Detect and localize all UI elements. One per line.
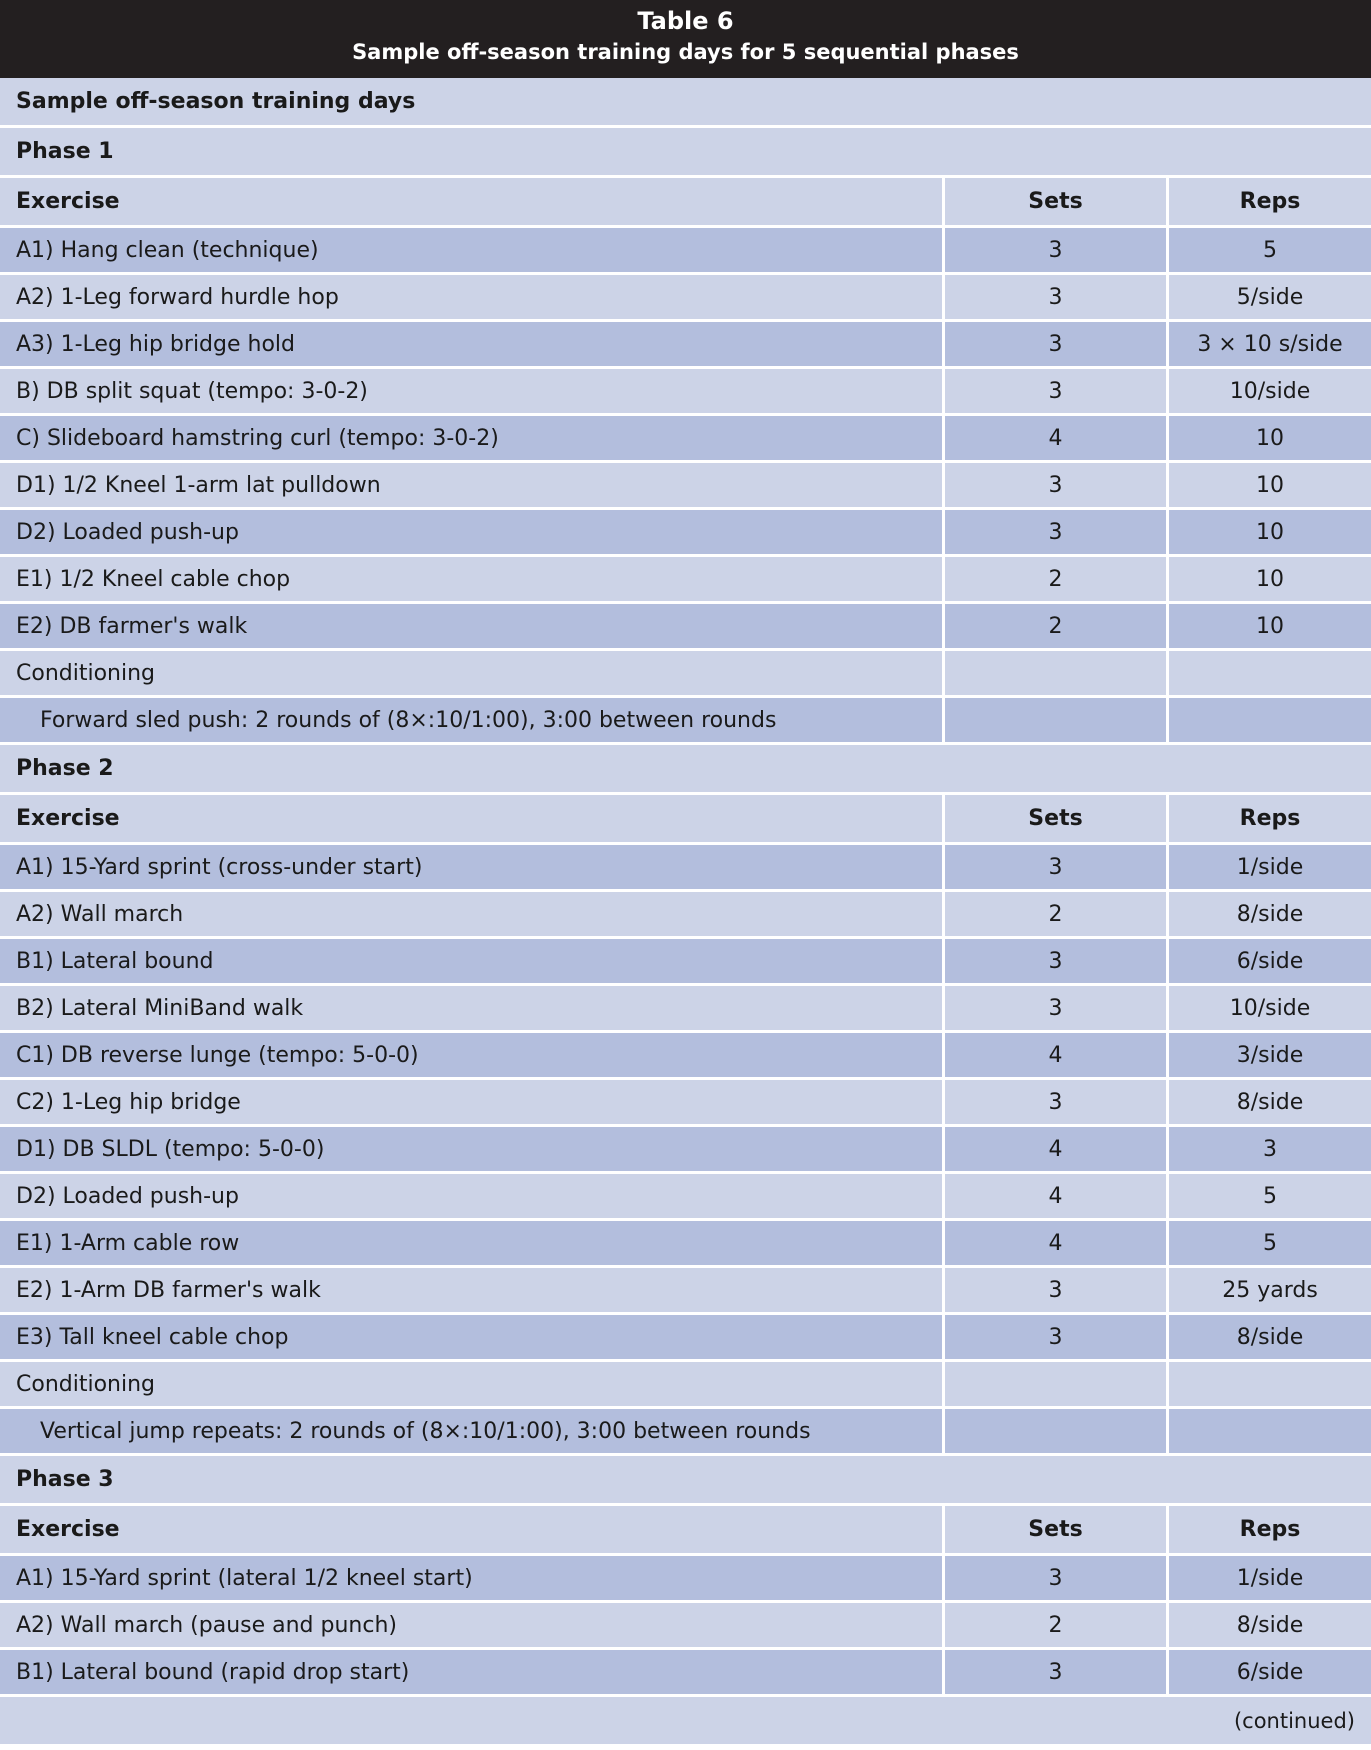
intro-label: Sample off-season training days [16,89,416,114]
exercise-reps: 10 [1256,425,1284,451]
exercise-sets: 3 [945,986,1169,1030]
exercise-name: D1) DB SLDL (tempo: 5-0-0) [0,1127,945,1171]
exercise-sets: 4 [945,1174,1169,1218]
exercise-reps: 10/side [1229,378,1311,404]
exercise-reps: 8/side [1236,1612,1304,1638]
conditioning-detail-reps-empty [1169,1409,1371,1453]
exercise-reps: 8/side [1236,901,1304,927]
exercise-sets: 3 [945,1268,1169,1312]
table-row [0,510,1371,557]
table-row [0,1268,1371,1315]
continued-row [0,1697,1371,1747]
exercise-sets: 3 [945,463,1169,507]
exercise-reps: 1/side [1236,854,1304,880]
continued-note: (continued) [1233,1708,1355,1733]
table-number: Table 6 [637,7,734,35]
header-reps: Reps [1239,1517,1301,1542]
exercise-sets: 3 [945,322,1169,366]
conditioning-reps-empty [1169,651,1371,695]
exercise-reps: 6/side [1236,948,1304,974]
exercise-sets: 3 [945,510,1169,554]
table-row [0,463,1371,510]
exercise-sets: 2 [945,1603,1169,1647]
header-exercise: Exercise [0,1506,945,1553]
exercise-sets: 3 [945,228,1169,272]
exercise-name: A3) 1-Leg hip bridge hold [0,322,945,366]
exercise-sets: 2 [945,892,1169,936]
exercise-name: D2) Loaded push-up [0,510,945,554]
conditioning-sets-empty [945,1362,1169,1406]
table-row [0,892,1371,939]
table-row [0,1033,1371,1080]
table-row [0,275,1371,322]
exercise-reps: 5 [1263,237,1277,263]
conditioning-detail: Vertical jump repeats: 2 rounds of (8×:10/1:00), 3:00 between rounds [0,1409,945,1453]
exercise-name: E1) 1-Arm cable row [0,1221,945,1265]
header-sets: Sets [945,795,1169,842]
exercise-name: C1) DB reverse lunge (tempo: 5-0-0) [0,1033,945,1077]
exercise-name: B1) Lateral bound [0,939,945,983]
phase-title: Phase 2 [16,756,114,781]
conditioning-detail: Forward sled push: 2 rounds of (8×:10/1:00), 3:00 between rounds [0,698,945,742]
header-reps: Reps [1239,189,1301,214]
exercise-name: D2) Loaded push-up [0,1174,945,1218]
intro-row [0,78,1371,128]
exercise-sets: 2 [945,604,1169,648]
exercise-name: E2) 1-Arm DB farmer's walk [0,1268,945,1312]
exercise-sets: 3 [945,1650,1169,1694]
phase-title-row [0,128,1371,178]
exercise-reps: 8/side [1236,1089,1304,1115]
table-row [0,1603,1371,1650]
exercise-reps: 1/side [1236,1565,1304,1591]
table-row [0,322,1371,369]
exercise-name: C) Slideboard hamstring curl (tempo: 3-0-2) [0,416,945,460]
exercise-reps: 3 [1263,1136,1277,1162]
table-row [0,1127,1371,1174]
exercise-sets: 2 [945,557,1169,601]
phase-title-row [0,1456,1371,1506]
exercise-reps: 25 yards [1222,1277,1318,1303]
conditioning-detail-sets-empty [945,698,1169,742]
table-row [0,1174,1371,1221]
exercise-name: B1) Lateral bound (rapid drop start) [0,1650,945,1694]
exercise-reps: 10 [1256,613,1284,639]
column-header-row [0,178,1371,228]
table-row [0,557,1371,604]
exercise-reps: 3/side [1236,1042,1304,1068]
exercise-name: E1) 1/2 Kneel cable chop [0,557,945,601]
exercise-reps: 10/side [1229,995,1311,1021]
exercise-name: A1) Hang clean (technique) [0,228,945,272]
conditioning-label: Conditioning [0,1362,945,1406]
exercise-reps: 10 [1256,472,1284,498]
exercise-name: B2) Lateral MiniBand walk [0,986,945,1030]
exercise-sets: 3 [945,939,1169,983]
exercise-name: D1) 1/2 Kneel 1-arm lat pulldown [0,463,945,507]
conditioning-detail-reps-empty [1169,698,1371,742]
table-row [0,228,1371,275]
exercise-name: B) DB split squat (tempo: 3-0-2) [0,369,945,413]
table-body [0,78,1371,1747]
exercise-name: C2) 1-Leg hip bridge [0,1080,945,1124]
exercise-sets: 4 [945,1127,1169,1171]
conditioning-label: Conditioning [0,651,945,695]
exercise-reps: 6/side [1236,1659,1304,1685]
phase-title: Phase 3 [16,1467,114,1492]
table-row [0,369,1371,416]
exercise-sets: 4 [945,416,1169,460]
exercise-name: A1) 15-Yard sprint (cross-under start) [0,845,945,889]
header-sets: Sets [945,1506,1169,1553]
exercise-reps: 3 × 10 s/side [1197,331,1343,357]
exercise-name: A2) Wall march (pause and punch) [0,1603,945,1647]
exercise-reps: 5 [1263,1230,1277,1256]
exercise-sets: 3 [945,845,1169,889]
exercise-sets: 3 [945,1315,1169,1359]
exercise-name: A2) Wall march [0,892,945,936]
exercise-sets: 3 [945,275,1169,319]
column-header-row [0,795,1371,845]
phase-title-row [0,745,1371,795]
conditioning-detail-row [0,1409,1371,1456]
table-row [0,986,1371,1033]
exercise-reps: 8/side [1236,1324,1304,1350]
table-row [0,1556,1371,1603]
header-sets: Sets [945,178,1169,225]
header-reps: Reps [1239,806,1301,831]
phase-title: Phase 1 [16,139,114,164]
exercise-name: A1) 15-Yard sprint (lateral 1/2 kneel start) [0,1556,945,1600]
header-exercise: Exercise [0,795,945,842]
table-row [0,604,1371,651]
exercise-sets: 3 [945,1080,1169,1124]
table-row [0,1650,1371,1697]
table-row [0,845,1371,892]
exercise-reps: 10 [1256,519,1284,545]
exercise-sets: 3 [945,1556,1169,1600]
exercise-sets: 3 [945,369,1169,413]
table-title-bar [0,0,1371,78]
exercise-name: E2) DB farmer's walk [0,604,945,648]
header-exercise: Exercise [0,178,945,225]
conditioning-label-row [0,651,1371,698]
exercise-reps: 5 [1263,1183,1277,1209]
exercise-name: A2) 1-Leg forward hurdle hop [0,275,945,319]
table-caption: Sample off-season training days for 5 sequential phases [352,40,1019,64]
table-row [0,1080,1371,1127]
conditioning-reps-empty [1169,1362,1371,1406]
exercise-reps: 10 [1256,566,1284,592]
table-row [0,939,1371,986]
exercise-sets: 4 [945,1221,1169,1265]
conditioning-sets-empty [945,651,1169,695]
conditioning-detail-row [0,698,1371,745]
exercise-reps: 5/side [1236,284,1304,310]
exercise-sets: 4 [945,1033,1169,1077]
exercise-name: E3) Tall kneel cable chop [0,1315,945,1359]
column-header-row [0,1506,1371,1556]
table-row [0,1315,1371,1362]
table-row [0,1221,1371,1268]
conditioning-detail-sets-empty [945,1409,1169,1453]
table-row [0,416,1371,463]
conditioning-label-row [0,1362,1371,1409]
